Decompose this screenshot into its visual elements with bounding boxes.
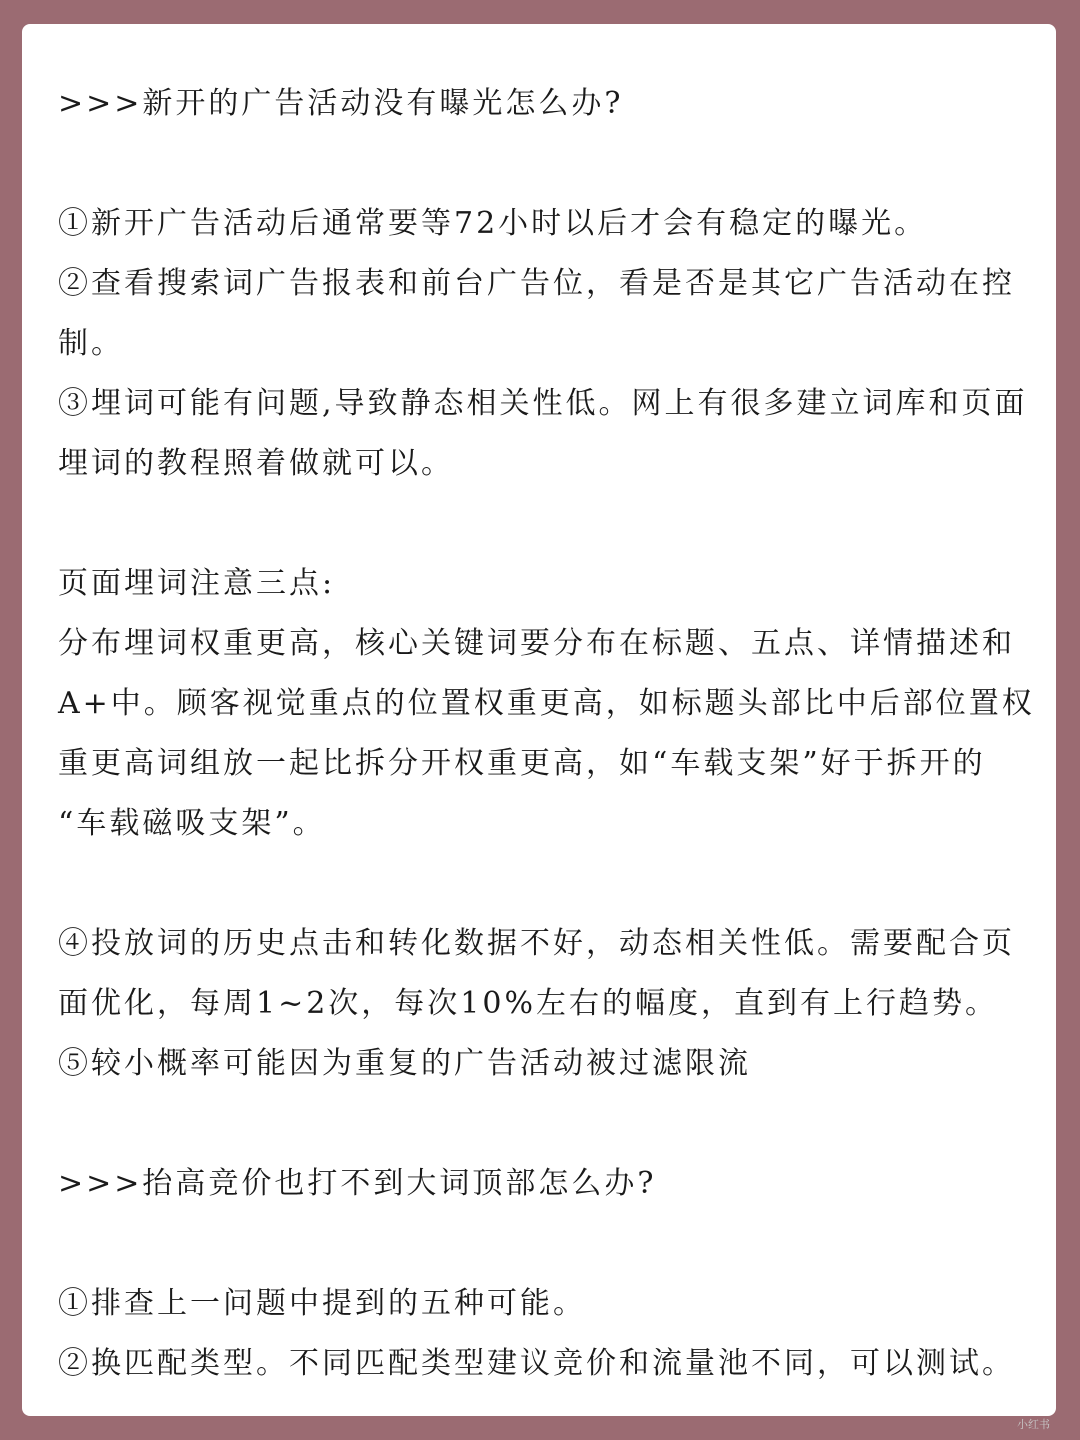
section1-heading: >>>新开的广告活动没有曝光怎么办? [58, 86, 624, 121]
section1-point-4: ④投放词的历史点击和转化数据不好，动态相关性低。需要配合页 [58, 926, 1015, 961]
tips-line-1: 分布埋词权重更高，核心关键词要分布在标题、五点、详情描述和 [58, 626, 1015, 661]
section1-point-2-cont: 制。 [58, 326, 124, 361]
section1-point-1: ①新开广告活动后通常要等72小时以后才会有稳定的曝光。 [58, 206, 928, 241]
watermark: 小红书 [1017, 1418, 1050, 1431]
section2-point-1: ①排查上一问题中提到的五种可能。 [58, 1286, 586, 1321]
tips-line-3: 重更高词组放一起比拆分开权重更高，如“车载支架”好于拆开的 [58, 746, 986, 781]
tips-heading: 页面埋词注意三点: [58, 566, 336, 601]
section2-point-2: ②换匹配类型。不同匹配类型建议竞价和流量池不同，可以测试。 [58, 1346, 1015, 1381]
spacer [58, 494, 1016, 554]
content-card [22, 24, 1056, 1416]
spacer [58, 134, 1016, 194]
spacer [58, 1094, 1016, 1154]
section1-point-5: ⑤较小概率可能因为重复的广告活动被过滤限流 [58, 1046, 751, 1081]
spacer [58, 854, 1016, 914]
section1-point-3: ③埋词可能有问题,导致静态相关性低。网上有很多建立词库和页面 [58, 386, 1028, 421]
section2-heading: >>>抬高竞价也打不到大词顶部怎么办? [58, 1166, 657, 1201]
section1-point-3-cont: 埋词的教程照着做就可以。 [58, 446, 454, 481]
spacer [58, 1214, 1016, 1274]
tips-line-4: “车载磁吸支架”。 [58, 806, 326, 841]
section1-point-4-cont: 面优化，每周1~2次，每次10%左右的幅度，直到有上行趋势。 [58, 986, 998, 1021]
section1-point-2: ②查看搜索词广告报表和前台广告位，看是否是其它广告活动在控 [58, 266, 1015, 301]
tips-line-2: A+中。顾客视觉重点的位置权重更高，如标题头部比中后部位置权 [58, 686, 1035, 721]
